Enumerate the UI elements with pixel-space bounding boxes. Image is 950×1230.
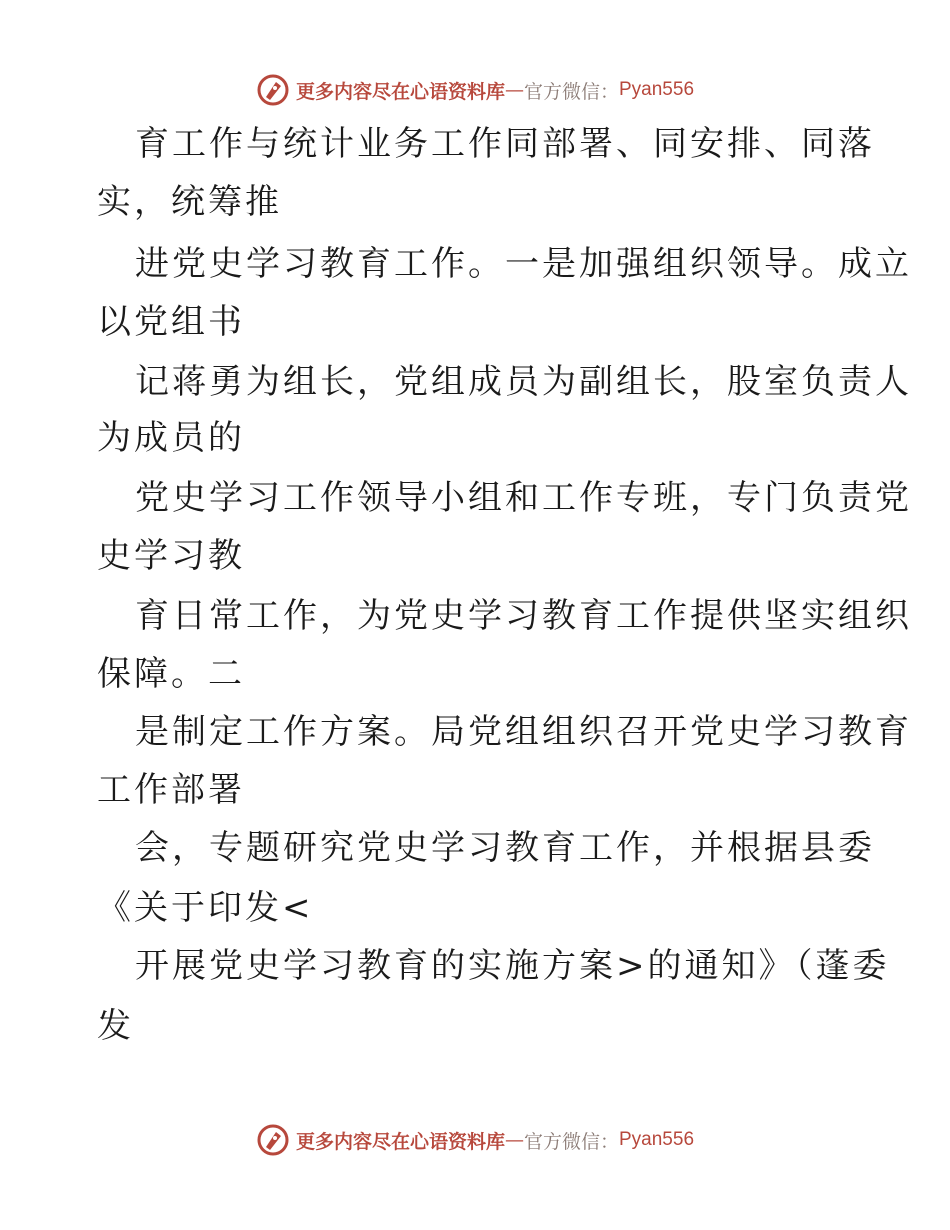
text-line: 史学习教 (97, 536, 245, 576)
banner-main-text: 更多内容尽在心语资料库 (295, 80, 505, 103)
text-line: 是制定工作方案。局党组组织召开党史学习教育 (135, 712, 912, 752)
banner-main-text: 更多内容尽在心语资料库 (295, 1130, 505, 1153)
text-line: 保障。二 (97, 654, 245, 694)
text-line: 《关于印发< (97, 888, 314, 928)
footer-banner (0, 1120, 950, 1160)
text-line: 党史学习工作领导小组和工作专班，专门负责党 (135, 478, 912, 518)
banner-dash: — (504, 1129, 524, 1151)
pen-nib-icon (256, 73, 290, 107)
banner-text (296, 1127, 694, 1154)
text-line: 为成员的 (97, 418, 245, 458)
banner-official-label: 官方微信： (523, 1130, 619, 1153)
text-line: 记蒋勇为组长，党组成员为副组长，股室负责人 (135, 362, 912, 402)
banner-wechat-id: Pyan556 (619, 1129, 695, 1150)
text-line: 育日常工作，为党史学习教育工作提供坚实组织 (135, 596, 912, 636)
text-line: 开展党史学习教育的实施方案>的通知》（蓬委 (135, 946, 890, 986)
pen-nib-icon (256, 1123, 290, 1157)
text-line: 会，专题研究党史学习教育工作，并根据县委 (135, 828, 875, 868)
text-line: 以党组书 (97, 302, 245, 342)
banner-text (296, 77, 694, 104)
banner-official-label: 官方微信： (523, 80, 619, 103)
banner-wechat-id: Pyan556 (619, 79, 695, 100)
text-line: 工作部署 (97, 770, 245, 810)
text-line: 进党史学习教育工作。一是加强组织领导。成立 (135, 244, 912, 284)
text-line: 发 (97, 1006, 134, 1046)
header-banner (0, 70, 950, 110)
text-line: 育工作与统计业务工作同部署、同安排、同落 (135, 124, 875, 164)
text-line: 实，统筹推 (97, 182, 282, 222)
banner-dash: — (504, 79, 524, 101)
